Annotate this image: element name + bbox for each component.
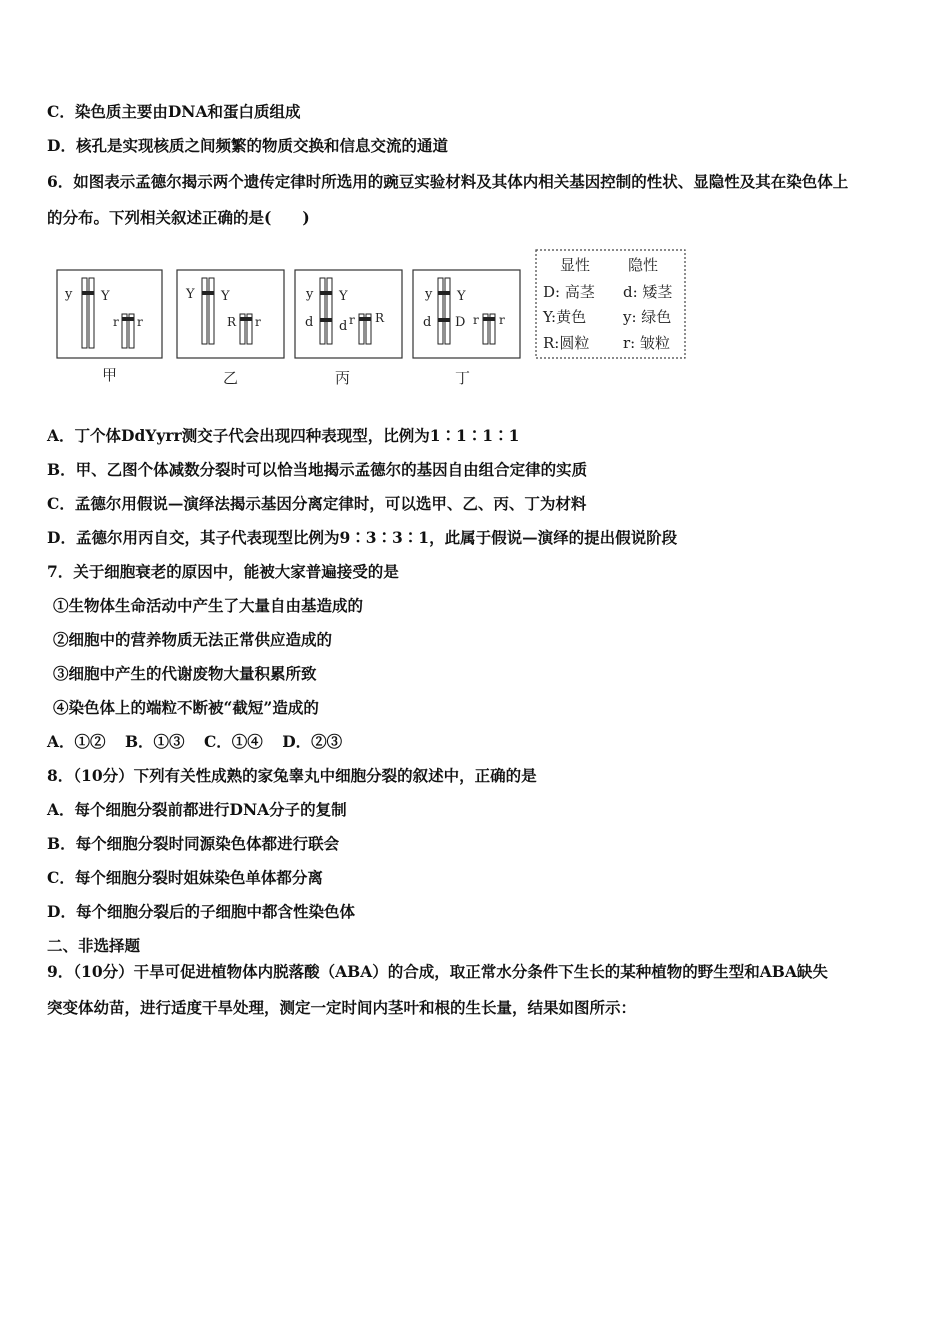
panel-ding-label-5: r [473,313,479,327]
panel-yi-label-3: R [227,315,237,329]
panel-jia-label-1: y [65,287,73,302]
q7-options [47,732,356,752]
q7-item-4: ④染色体上的端粒不断被“截短”造成的 [53,698,319,717]
panel-yi-label-4: r [255,315,261,329]
q8-option-d: D．每个细胞分裂后的子细胞中都含性染色体 [47,902,355,921]
panel-yi-caption: 乙 [223,369,239,387]
q8-stem: 8．（10分）下列有关性成熟的家兔睾丸中细胞分裂的叙述中，正确的是 [47,766,537,785]
q6-option-c: C．孟德尔用假说—演绎法揭示基因分离定律时，可以选甲、乙、丙、丁为材料 [47,494,587,513]
q7-item-2: ②细胞中的营养物质无法正常供应造成的 [53,630,333,649]
panel-yi-label-2: Y [221,289,230,304]
panel-jia-label-4: r [137,315,143,329]
panel-jia-label-3: r [113,315,119,329]
panel-jia [57,270,162,384]
panel-bing [295,270,402,387]
panel-ding-label-1: y [425,287,433,302]
q7-item-3: ③细胞中产生的代谢废物大量积累所致 [53,664,317,683]
legend-row2-dominant: Y:黄色 [543,308,587,326]
q5-option-c: C．染色质主要由DNA和蛋白质组成 [47,102,301,121]
q6-option-b: B．甲、乙图个体减数分裂时可以恰当地揭示孟德尔的基因自由组合定律的实质 [47,460,588,479]
legend-row3-dominant: R:圆粒 [543,334,590,352]
q6-stem-line1: 6．如图表示孟德尔揭示两个遗传定律时所选用的豌豆实验材料及其体内相关基因控制的性状、显隐性及其在染色体上 [47,172,849,191]
legend-row1-recessive: d: 矮茎 [623,283,673,301]
q8-option-c: C．每个细胞分裂时姐妹染色单体都分离 [47,868,323,887]
panel-ding-caption: 丁 [455,369,471,387]
panel-bing-label-6: R [375,311,385,325]
q9-stem-line1: 9．（10分）干旱可促进植物体内脱落酸（ABA）的合成，取正常水分条件下生长的某种植物的野生型和ABA缺失 [47,962,828,981]
panel-bing-label-2: Y [339,289,348,304]
panel-ding-label-4: D [455,315,466,330]
panel-bing-label-5: r [349,313,355,327]
panel-bing-label-3: d [305,315,314,330]
q5-option-d: D．核孔是实现核质之间频繁的物质交换和信息交流的通道 [47,136,448,155]
q7-item-1: ①生物体生命活动中产生了大量自由基造成的 [53,596,364,615]
panel-ding-label-6: r [499,313,505,327]
chromosome-figure [55,248,695,393]
legend-row1-dominant: D: 高茎 [543,283,595,301]
q7-option-d: D．②③ [282,732,343,751]
legend-row2-recessive: y: 绿色 [623,308,672,326]
q7-option-c: C．①④ [203,732,263,751]
q7-option-b: B．①③ [124,732,185,751]
q6-option-a: A．丁个体DdYyrr测交子代会出现四种表现型，比例为1∶1∶1∶1 [47,426,520,445]
panel-jia-caption: 甲 [102,366,118,384]
panel-ding-label-3: d [423,315,432,330]
legend-header-dominant: 显性 [560,256,591,274]
panel-jia-label-2: Y [101,289,110,304]
panel-bing-label-1: y [306,287,314,302]
panel-yi [177,270,284,387]
q8-option-a: A．每个细胞分裂前都进行DNA分子的复制 [47,800,347,819]
q7-stem: 7．关于细胞衰老的原因中，能被大家普遍接受的是 [47,562,399,581]
legend-header-recessive: 隐性 [628,256,659,274]
q6-stem-line2: 的分布。下列相关叙述正确的是( ) [47,208,310,227]
panel-ding [413,270,520,387]
q9-stem-line2: 突变体幼苗，进行适度干旱处理，测定一定时间内茎叶和根的生长量，结果如图所示： [47,998,637,1017]
trait-legend [536,250,685,358]
panel-yi-label-1: Y [186,287,195,302]
panel-ding-label-2: Y [457,289,466,304]
panel-bing-label-4: d [339,319,348,334]
q8-option-b: B．每个细胞分裂时同源染色体都进行联会 [47,834,340,853]
q6-option-d: D．孟德尔用丙自交，其子代表现型比例为9∶3∶3∶1，此属于假说—演绎的提出假说阶段 [47,528,678,547]
legend-row3-recessive: r: 皱粒 [623,334,670,352]
panel-bing-caption: 丙 [335,369,351,387]
q7-option-a: A．①② [47,732,106,751]
section-heading: 二、非选择题 [47,936,141,955]
